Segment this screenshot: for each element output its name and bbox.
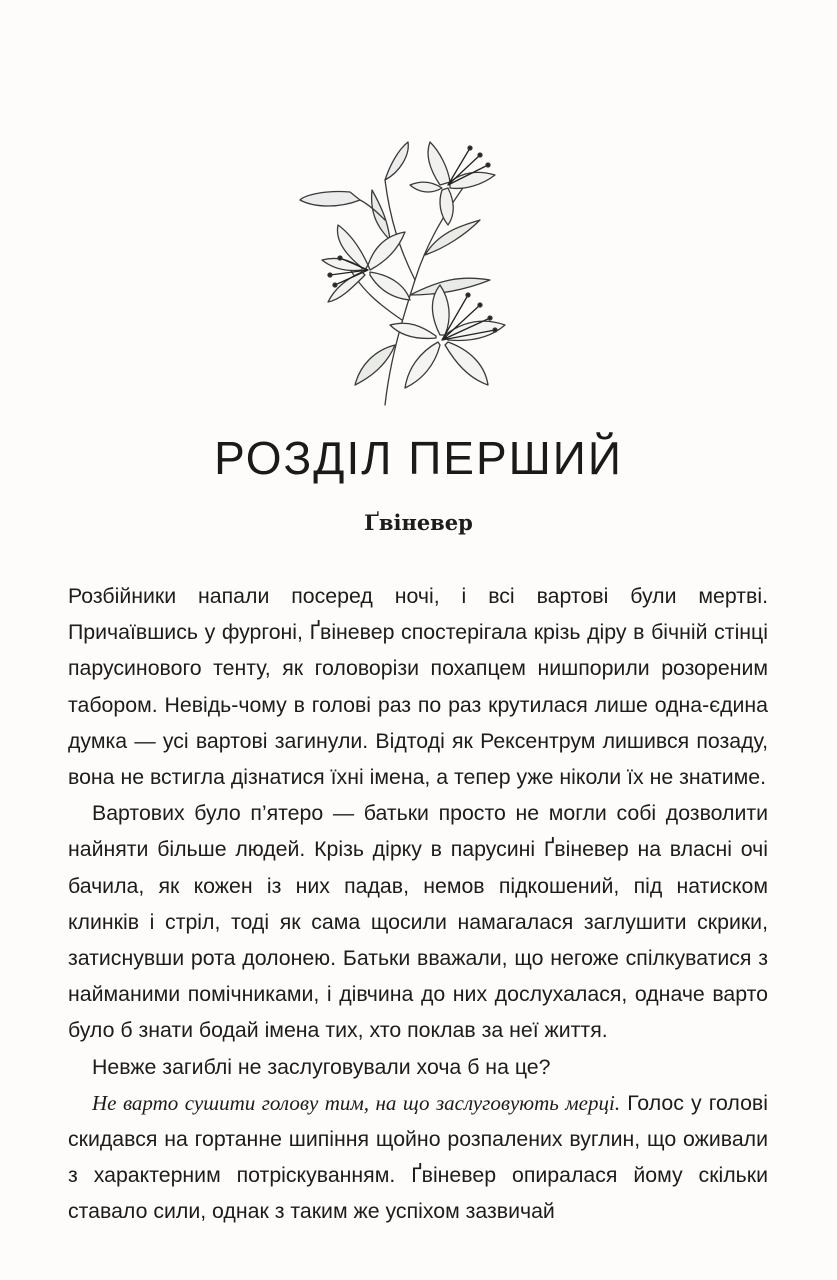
inner-voice-text: Не варто сушити голову тим, на що заслуговують мерці. xyxy=(92,1090,621,1115)
paragraph-4 xyxy=(68,1085,768,1230)
paragraph-1: Розбійники напали посеред ночі, і всі вартові були мертві. Причаївшись у фургоні, Ґвіневер спостерігала крізь діру в бічній стінці парусинового тенту, як головорізи похапцем нишпорили розореним табором. Невідь-чому в голові раз по раз крутилася лише одна-єдина думка — усі вартові загинули. Відтоді як Рексентрум лишився позаду, вона не встигла дізнатися їхні імена, а тепер уже ніколи їх не знатиме. xyxy=(68,584,768,790)
chapter-character-name: Ґвіневер xyxy=(364,510,473,535)
paragraph-3: Невже загиблі не заслуговували хоча б на це? xyxy=(92,1054,551,1079)
paragraph-2: Вартових було п’ятеро — батьки просто не могли собі дозволити найняти більше людей. Крізь дірку в парусині Ґвіневер на власні очі бачила, як кожен із них падав, немов підкошений, під натиском клинків і стріл, тоді як сама щосили намагалася заглушити скрики, затиснувши рота долонею. Батьки вважали, що негоже спілкуватися з найманими помічниками, і дівчина до них дослухалася, одначе варто було б знати бодай імена тих, хто поклав за неї життя. xyxy=(68,801,768,1043)
paragraph-4-text: Голос у голові скидався на гортанне шипіння щойно розпалених вуглин, що оживали з характерним потріскуванням. Ґвіневер опиралася йому скільки ставало сили, однак з таким же успіхом зазвичай xyxy=(68,1090,768,1224)
lily-flowers-illustration xyxy=(290,130,530,410)
chapter-title: РОЗДІЛ ПЕРШИЙ xyxy=(214,432,623,484)
chapter-body-text xyxy=(68,578,768,1230)
